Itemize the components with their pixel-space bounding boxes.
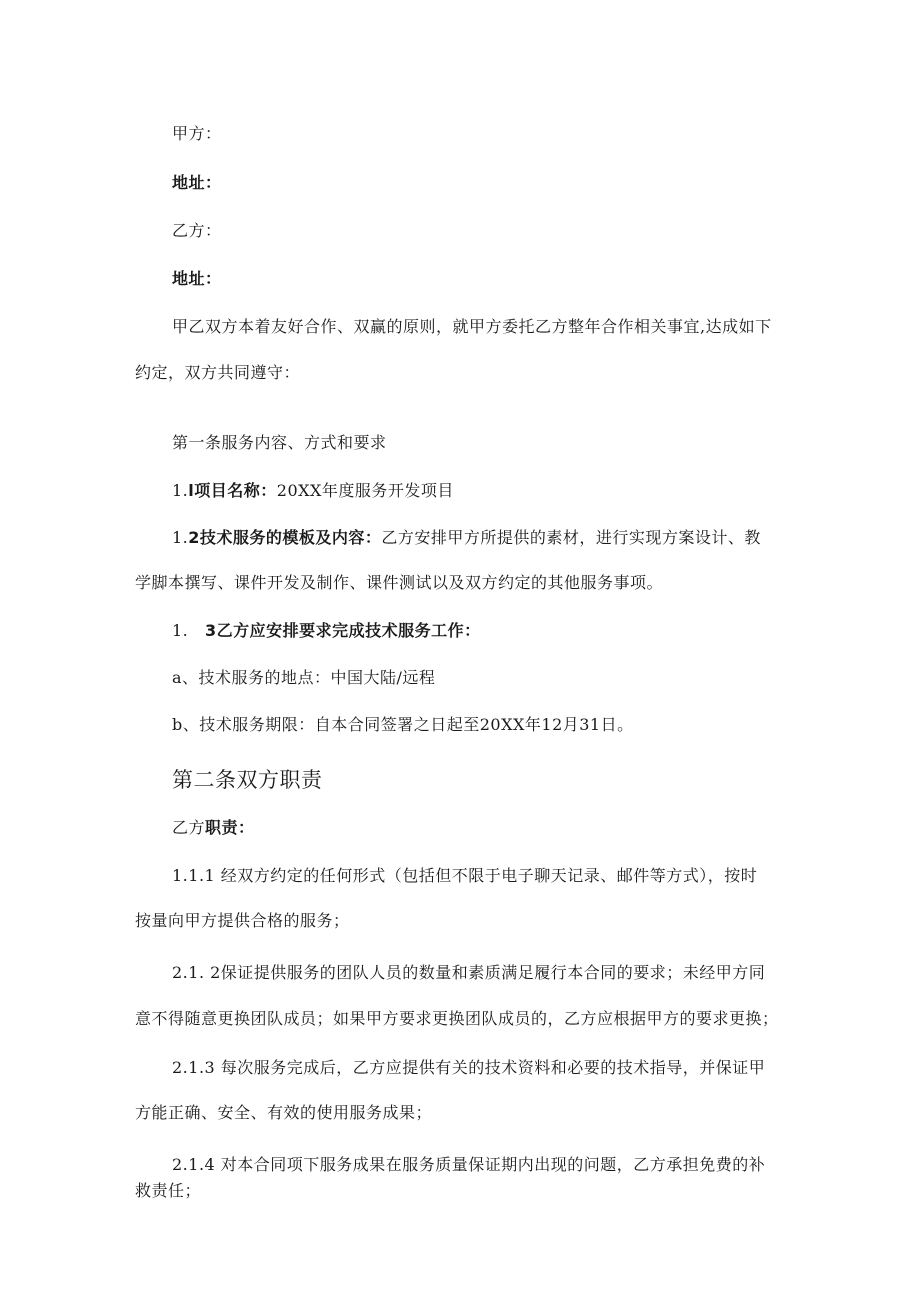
preamble-line-2: 约定，双方共同遵守： xyxy=(135,363,301,382)
clause-2-1-4: 2.1.4 对本合同项下服务成果在服务质量保证期内出现的问题，乙方承担免费的补 xyxy=(172,1155,766,1174)
item-1-1-text: 20XX年度服务开发项目 xyxy=(276,481,454,500)
preamble-line-1: 甲乙双方本着友好合作、双赢的原则，就甲方委托乙方整年合作相关事宜,达成如下 xyxy=(172,317,772,336)
party-b-duties-plain: 乙方 xyxy=(172,818,206,837)
clause-2-1-3-continuation: 方能正确、安全、有效的使用服务成果； xyxy=(135,1103,433,1122)
party-b-duties-bold: 职责： xyxy=(205,818,255,837)
item-a: a、技术服务的地点：中国大陆/远程 xyxy=(172,668,436,687)
article-1-title: 第一条服务内容、方式和要求 xyxy=(172,433,387,452)
item-1-2-continuation: 学脚本撰写、课件开发及制作、课件测试以及双方约定的其他服务事项。 xyxy=(135,573,664,592)
address-a-label: 地址： xyxy=(172,173,222,192)
item-b: b、技术服务期限：自本合同签署之日起至20XX年12月31日。 xyxy=(172,715,634,734)
clause-2-1-2: 2.1. 2保证提供服务的团队人员的数量和素质满足履行本合同的要求；未经甲方同 xyxy=(172,963,766,982)
article-2-title: 第二条双方职责 xyxy=(172,768,323,792)
address-b-label: 地址： xyxy=(172,269,222,288)
party-b-label: 乙方： xyxy=(172,221,222,240)
item-1-2-text: 乙方安排甲方所提供的素材，进行实现方案设计、教 xyxy=(381,528,761,547)
item-1-2-label: 2技术服务的模板及内容： xyxy=(188,528,382,547)
party-b-duties-heading xyxy=(172,817,255,839)
clause-1-1-1: 1.1.1 经双方约定的任何形式（包括但不限于电子聊天记录、邮件等方式），按时 xyxy=(172,866,758,885)
item-1-2 xyxy=(172,527,761,549)
item-1-1 xyxy=(172,480,454,502)
clause-2-1-4-continuation: 救责任； xyxy=(135,1181,202,1200)
party-a-label: 甲方： xyxy=(172,124,222,143)
item-1-3-number: 1. xyxy=(172,621,189,640)
clause-2-1-2-continuation: 意不得随意更换团队成员；如果甲方要求更换团队成员的，乙方应根据甲方的要求更换； xyxy=(135,1009,779,1028)
clause-2-1-3: 2.1.3 每次服务完成后，乙方应提供有关的技术资料和必要的技术指导，并保证甲 xyxy=(172,1058,766,1077)
clause-1-1-1-continuation: 按量向甲方提供合格的服务； xyxy=(135,911,350,930)
item-1-3 xyxy=(172,620,481,642)
item-1-2-number: 1. xyxy=(172,528,189,547)
item-1-3-label: 3乙方应安排要求完成技术服务工作： xyxy=(205,621,481,640)
item-1-1-label: l项目名称： xyxy=(188,481,277,500)
item-1-1-number: 1. xyxy=(172,481,189,500)
